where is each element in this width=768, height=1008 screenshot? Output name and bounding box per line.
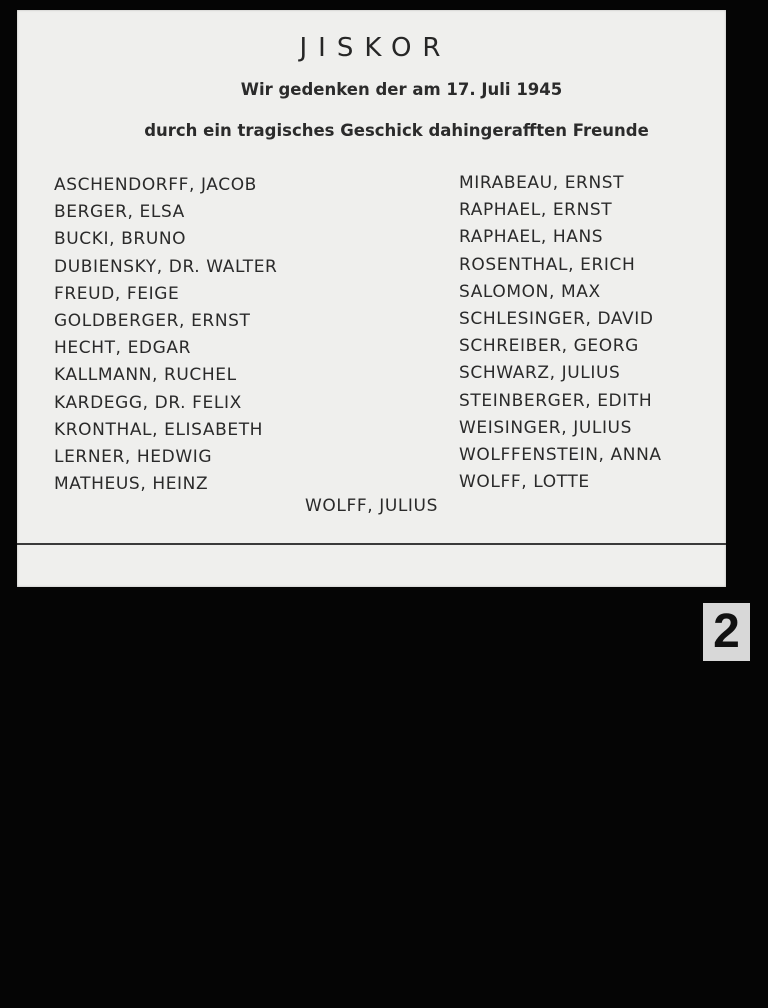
name-entry: WOLFFENSTEIN, ANNA bbox=[459, 444, 662, 465]
name-entry: KALLMANN, RUCHEL bbox=[54, 365, 237, 386]
name-entry: DUBIENSKY, DR. WALTER bbox=[54, 256, 278, 277]
memorial-notice-card bbox=[17, 10, 726, 587]
notice-title: JISKOR bbox=[299, 33, 452, 63]
name-entry: BUCKI, BRUNO bbox=[54, 229, 187, 250]
notice-subtitle-line-1: Wir gedenken der am 17. Juli 1945 bbox=[240, 80, 563, 99]
name-entry: SALOMON, MAX bbox=[459, 281, 601, 302]
name-entry: ROSENTHAL, ERICH bbox=[459, 254, 636, 275]
final-name-entry: WOLFF, JULIUS bbox=[304, 496, 438, 516]
name-entry: RAPHAEL, HANS bbox=[459, 227, 604, 248]
name-entry: SCHWARZ, JULIUS bbox=[459, 363, 621, 384]
name-entry: ASCHENDORFF, JACOB bbox=[54, 175, 257, 195]
page-number-badge: 2 bbox=[703, 603, 750, 661]
names-right-column bbox=[459, 170, 662, 496]
name-entry: SCHLESINGER, DAVID bbox=[459, 308, 654, 329]
name-entry: WEISINGER, JULIUS bbox=[459, 417, 632, 438]
name-entry: KRONTHAL, ELISABETH bbox=[54, 419, 264, 440]
name-entry: WOLFF, LOTTE bbox=[459, 472, 590, 493]
name-entry: LERNER, HEDWIG bbox=[54, 446, 213, 467]
name-entry: SCHREIBER, GEORG bbox=[459, 336, 639, 357]
name-entry: HECHT, EDGAR bbox=[54, 338, 192, 359]
name-entry: GOLDBERGER, ERNST bbox=[54, 310, 251, 331]
notice-subtitle-line-2: durch ein tragisches Geschick dahingerafften Freunde bbox=[144, 121, 649, 140]
name-entry: STEINBERGER, EDITH bbox=[459, 390, 653, 411]
name-entry: RAPHAEL, ERNST bbox=[459, 200, 613, 221]
horizontal-rule bbox=[17, 543, 726, 545]
name-entry: BERGER, ELSA bbox=[54, 202, 185, 223]
name-entry: FREUD, FEIGE bbox=[54, 283, 180, 304]
name-entry: MATHEUS, HEINZ bbox=[54, 474, 209, 495]
names-left-column bbox=[54, 172, 277, 498]
name-entry: MIRABEAU, ERNST bbox=[459, 173, 625, 193]
name-entry: KARDEGG, DR. FELIX bbox=[54, 392, 242, 413]
